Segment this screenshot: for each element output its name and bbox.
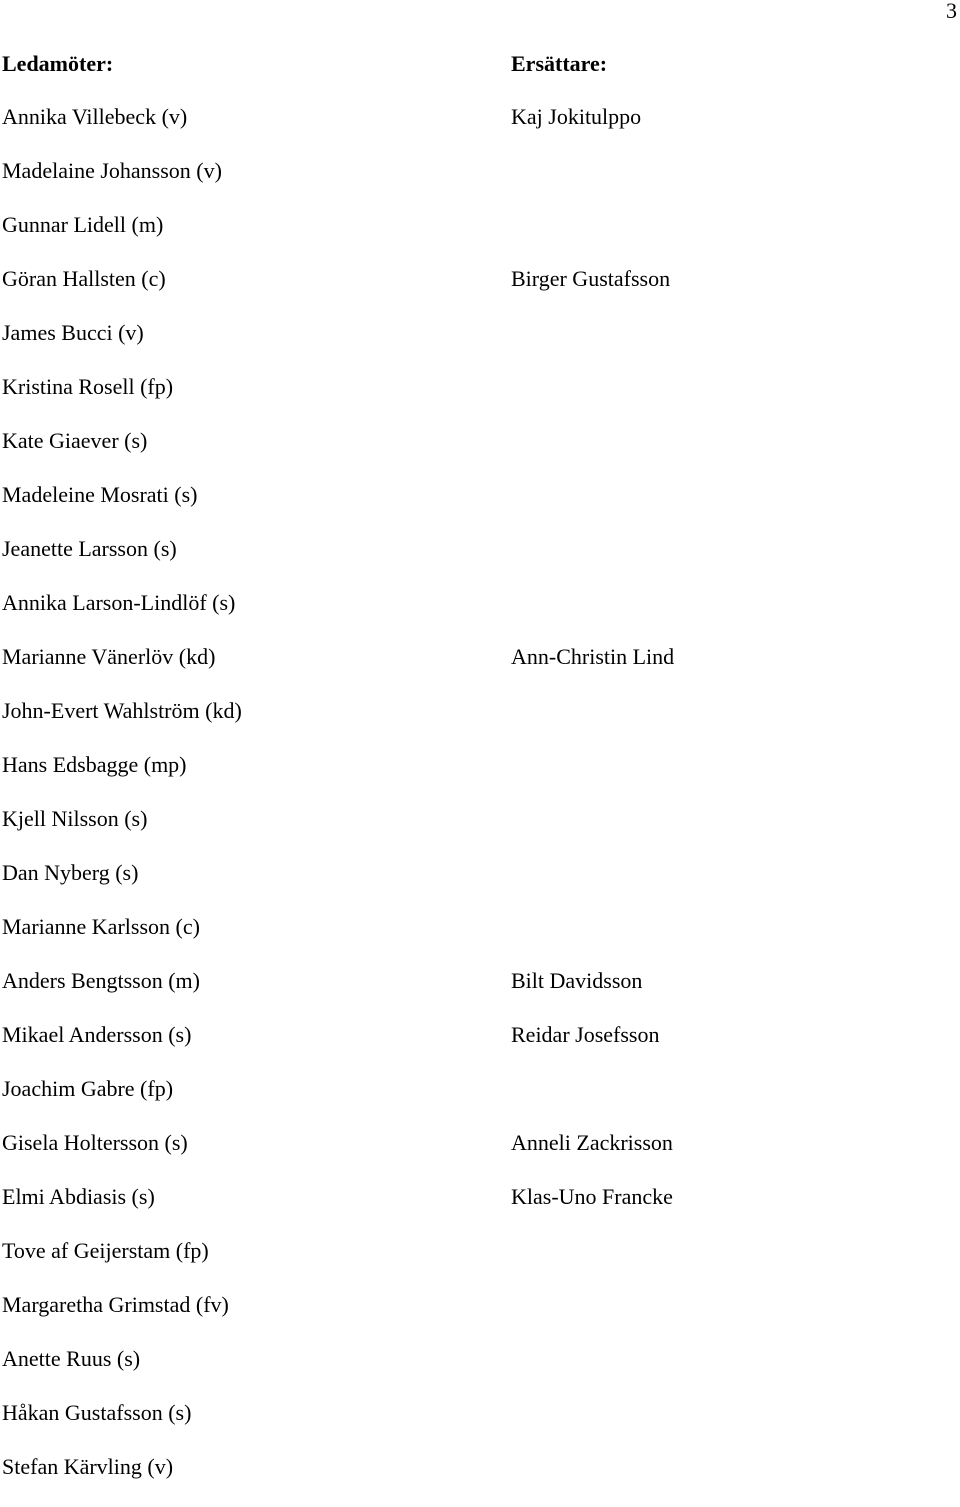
- list-item: [0, 643, 960, 697]
- list-item: [0, 535, 960, 589]
- substitute-name: Anneli Zackrisson: [511, 1130, 673, 1155]
- substitutes-heading: Ersättare:: [511, 51, 608, 76]
- list-item: [0, 751, 960, 805]
- member-name: Madeleine Mosrati (s): [2, 482, 198, 507]
- list-item: [0, 157, 960, 211]
- list-item: [0, 913, 960, 967]
- member-name: Hans Edsbagge (mp): [2, 752, 187, 777]
- list-item: [0, 859, 960, 913]
- member-name: Madelaine Johansson (v): [2, 158, 222, 183]
- substitute-name: Kaj Jokitulppo: [511, 104, 642, 129]
- list-item: [0, 481, 960, 535]
- member-name: John-Evert Wahlström (kd): [2, 698, 242, 723]
- list-item: [0, 697, 960, 751]
- member-name: Anders Bengtsson (m): [2, 968, 200, 993]
- substitute-name: Reidar Josefsson: [511, 1022, 660, 1047]
- member-name: Elmi Abdiasis (s): [2, 1184, 155, 1209]
- member-name: Kate Giaever (s): [2, 428, 148, 453]
- list-item: [0, 805, 960, 859]
- substitute-name: Birger Gustafsson: [511, 266, 671, 291]
- substitute-name: Bilt Davidsson: [511, 968, 643, 993]
- list-item: [0, 1129, 960, 1183]
- member-name: Gunnar Lidell (m): [2, 212, 164, 237]
- member-name: Margaretha Grimstad (fv): [2, 1292, 229, 1317]
- member-name: Anette Ruus (s): [2, 1346, 141, 1371]
- substitute-name: Klas-Uno Francke: [511, 1184, 673, 1209]
- list-item: [0, 967, 960, 1021]
- member-name: Stefan Kärvling (v): [2, 1454, 174, 1479]
- list-item: [0, 1183, 960, 1237]
- list-item: [0, 265, 960, 319]
- member-name: Mikael Andersson (s): [2, 1022, 192, 1047]
- member-name: Håkan Gustafsson (s): [2, 1400, 192, 1425]
- member-name: Annika Villebeck (v): [2, 104, 188, 129]
- substitute-name: Ann-Christin Lind: [511, 644, 675, 669]
- member-list: [0, 103, 960, 1507]
- member-name: Kjell Nilsson (s): [2, 806, 148, 831]
- member-name: Jeanette Larsson (s): [2, 536, 177, 561]
- member-name: Marianne Vänerlöv (kd): [2, 644, 216, 669]
- list-item: [0, 1237, 960, 1291]
- list-item: [0, 1075, 960, 1129]
- list-item: [0, 211, 960, 265]
- member-name: Marianne Karlsson (c): [2, 914, 200, 939]
- list-item: [0, 373, 960, 427]
- page-number: 3: [946, 0, 957, 23]
- list-item: [0, 319, 960, 373]
- member-name: Gisela Holtersson (s): [2, 1130, 188, 1155]
- list-item: [0, 1453, 960, 1507]
- member-name: Kristina Rosell (fp): [2, 374, 174, 399]
- list-item: [0, 589, 960, 643]
- list-item: [0, 427, 960, 481]
- member-name: Tove af Geijerstam (fp): [2, 1238, 209, 1263]
- member-name: Annika Larson-Lindlöf (s): [2, 590, 236, 615]
- list-item: [0, 1021, 960, 1075]
- members-heading: Ledamöter:: [2, 51, 114, 76]
- member-name: Joachim Gabre (fp): [2, 1076, 174, 1101]
- member-name: Göran Hallsten (c): [2, 266, 166, 291]
- list-item: [0, 1345, 960, 1399]
- member-name: Dan Nyberg (s): [2, 860, 139, 885]
- list-item: [0, 1291, 960, 1345]
- member-name: James Bucci (v): [2, 320, 144, 345]
- list-item: [0, 1399, 960, 1453]
- list-item: [0, 103, 960, 157]
